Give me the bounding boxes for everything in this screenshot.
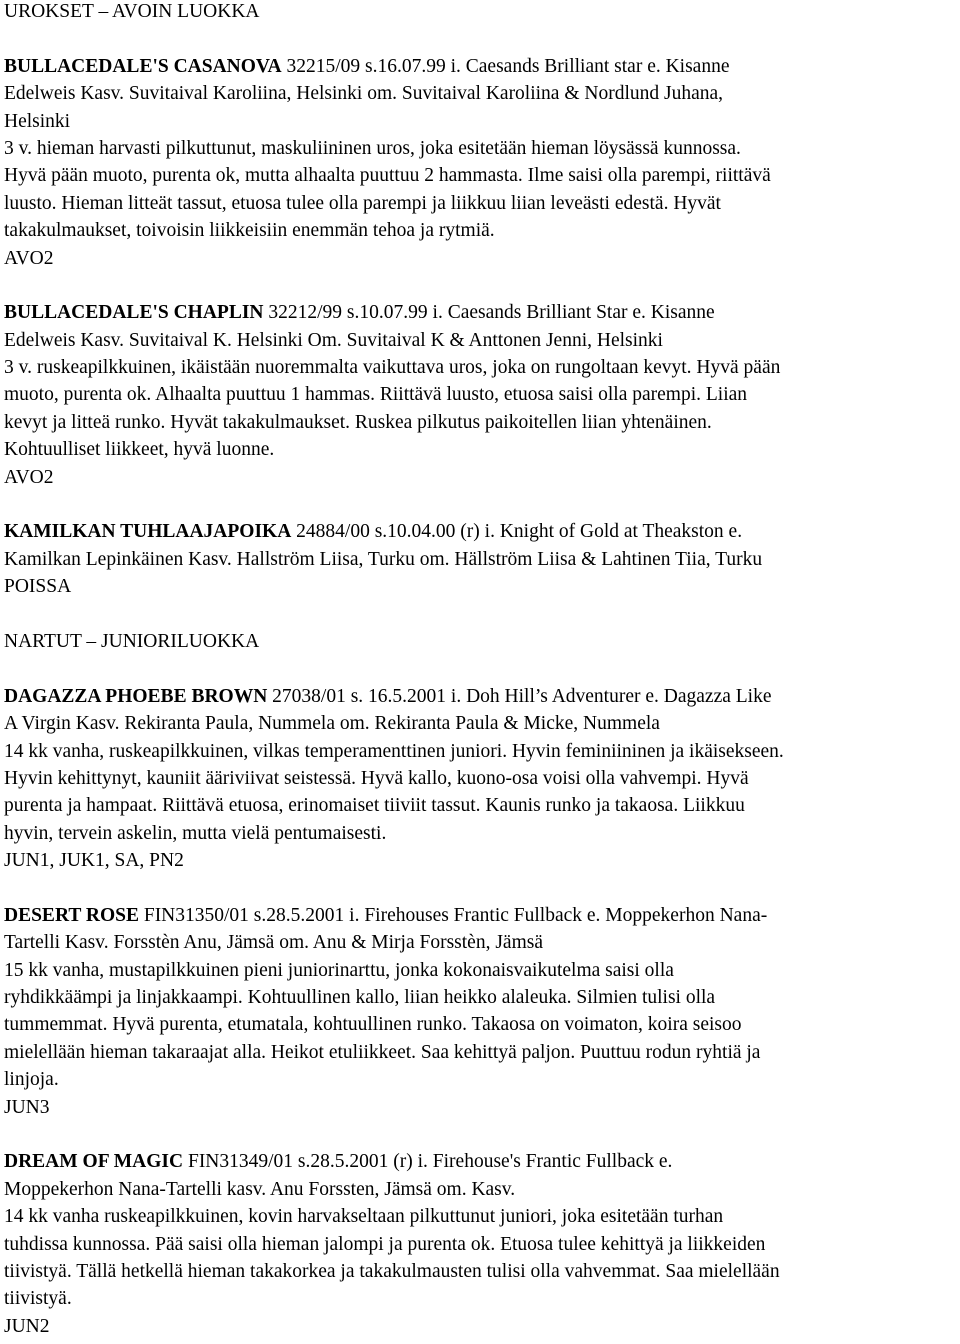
entry-line: Helsinki: [4, 110, 71, 132]
entry-header-line: [4, 683, 960, 710]
entry-line: A Virgin Kasv. Rekiranta Paula, Nummela om. Rekiranta Paula & Micke, Nummela: [4, 713, 660, 735]
entry-line: muoto, purenta ok. Alhaalta puuttuu 1 hammas. Riittävä luusto, etuosa saisi olla parempi. Liian: [4, 384, 748, 406]
entry-result: JUN3: [4, 1096, 50, 1118]
entry-line: Tartelli Kasv. Forsstèn Anu, Jämsä om. Anu & Mirja Forsstèn, Jämsä: [4, 932, 543, 954]
entry-result: AVO2: [4, 247, 54, 269]
entry-line: tiivistyä. Tällä hetkellä hieman takakorkea ja takakulmausten tulisi olla vahvemmat. Saa mielellään: [4, 1260, 780, 1282]
dog-name: DAGAZZA PHOEBE BROWN: [4, 685, 268, 707]
spacer: [4, 875, 960, 902]
dog-details: 32212/99 s.10.07.99 i. Caesands Brilliant Star e. Kisanne: [263, 302, 715, 324]
dog-name: BULLACEDALE'S CHAPLIN: [4, 302, 264, 324]
entry-line: linjoja.: [4, 1069, 59, 1091]
entry-result: POISSA: [4, 576, 72, 598]
entry-header-line: [4, 902, 960, 929]
entry-line: Hyvin kehittynyt, kauniit ääriviivat seistessä. Hyvä kallo, kuono-osa voisi olla vahvempi. Hyvä: [4, 767, 749, 789]
entry-line: takakulmaukset, toivoisin liikkeisiin enemmän tehoa ja rytmiä.: [4, 220, 495, 242]
spacer: [4, 25, 960, 52]
entry-line: Kamilkan Lepinkäinen Kasv. Hallström Liisa, Turku om. Hällström Liisa & Lahtinen Tiia, Turku: [4, 548, 763, 570]
entry-line: 3 v. ruskeapilkkuinen, ikäistään nuoremmalta vaikuttava uros, joka on rungoltaan kevyt. Hyvä pään: [4, 357, 781, 379]
entry-result: JUN2: [4, 1315, 50, 1337]
entry-line: Edelweis Kasv. Suvitaival K. Helsinki Om. Suvitaival K & Anttonen Jenni, Helsinki: [4, 329, 663, 351]
entry-header-line: [4, 299, 960, 326]
spacer: [4, 1121, 960, 1148]
dog-details: FIN31350/01 s.28.5.2001 i. Firehouses Frantic Fullback e. Moppekerhon Nana-: [138, 904, 768, 926]
entry-line: luusto. Hieman litteät tassut, etuosa tulee olla parempi ja liikkuu liian leveästi edestä. Hyvät: [4, 192, 721, 214]
dog-details: 27038/01 s. 16.5.2001 i. Doh Hill’s Adventurer e. Dagazza Like: [267, 685, 772, 707]
section-heading-males-open: UROKSET – AVOIN LUOKKA: [4, 1, 260, 22]
entry-line: tiivistyä.: [4, 1288, 72, 1310]
dog-entry: [4, 902, 960, 1121]
dog-name: DREAM OF MAGIC: [4, 1151, 184, 1173]
entry-line: mielellään hieman takaraajat alla. Heikot etuliikkeet. Saa kehittyä paljon. Puuttuu rodun ryhtiä ja: [4, 1041, 761, 1063]
entry-result: AVO2: [4, 466, 54, 488]
dog-entry: [4, 299, 960, 491]
entry-line: tummemmat. Hyvä purenta, etumatala, kohtuullinen runko. Takaosa on voimaton, koira seisoo: [4, 1014, 742, 1036]
entry-line: Kohtuulliset liikkeet, hyvä luonne.: [4, 439, 275, 461]
entry-result: JUN1, JUK1, SA, PN2: [4, 850, 184, 872]
dog-details: FIN31349/01 s.28.5.2001 (r) i. Firehouse's Frantic Fullback e.: [183, 1151, 673, 1173]
spacer: [4, 272, 960, 299]
entry-line: Edelweis Kasv. Suvitaival Karoliina, Helsinki om. Suvitaival Karoliina & Nordlund Juhana,: [4, 83, 724, 105]
dog-entry: [4, 53, 960, 272]
dog-name: DESERT ROSE: [4, 904, 139, 926]
entry-line: kevyt ja litteä runko. Hyvät takakulmaukset. Ruskea pilkutus paikoitellen liian yhtenäinen.: [4, 411, 712, 433]
entry-line: 3 v. hieman harvasti pilkuttunut, maskuliininen uros, joka esitetään hieman löysässä kunnossa.: [4, 137, 741, 159]
dog-entry: [4, 518, 960, 600]
spacer: [4, 655, 960, 682]
entry-line: ryhdikkäämpi ja linjakkaampi. Kohtuullinen kallo, liian heikko alaleuka. Silmien tulisi olla: [4, 987, 716, 1009]
entry-line: Moppekerhon Nana-Tartelli kasv. Anu Forssten, Jämsä om. Kasv.: [4, 1178, 516, 1200]
entry-line: purenta ja hampaat. Riittävä etuosa, erinomaiset tiiviit tassut. Kaunis runko ja takaosa. Liikkuu: [4, 795, 745, 817]
section-heading-females-junior: NARTUT – JUNIORILUOKKA: [4, 630, 260, 652]
entry-line: tuhdissa kunnossa. Pää saisi olla hieman jalompi ja purenta ok. Etuosa tulee kehittyä ja liikkeiden: [4, 1233, 766, 1255]
entry-header-line: [4, 53, 960, 80]
entry-line: Hyvä pään muoto, purenta ok, mutta alhaalta puuttuu 2 hammasta. Ilme saisi olla parempi, riittävä: [4, 165, 771, 187]
entry-line: 14 kk vanha, ruskeapilkkuinen, vilkas temperamenttinen juniori. Hyvin feminiininen ja ikäisekseen.: [4, 740, 784, 762]
spacer: [4, 601, 960, 628]
entry-line: 14 kk vanha ruskeapilkkuinen, kovin harvakseltaan pilkuttunut juniori, joka esitetään turhan: [4, 1206, 724, 1228]
dog-details: 32215/09 s.16.07.99 i. Caesands Brilliant star e. Kisanne: [281, 55, 730, 77]
entry-line: 15 kk vanha, mustapilkkuinen pieni juniorinarttu, jonka kokonaisvaikutelma saisi olla: [4, 959, 674, 981]
entry-line: hyvin, tervein askelin, mutta vielä pentumaisesti.: [4, 822, 387, 844]
dog-name: BULLACEDALE'S CASANOVA: [4, 55, 282, 77]
entry-header-line: [4, 518, 960, 545]
dog-entry: [4, 683, 960, 875]
dog-details: 24884/00 s.10.04.00 (r) i. Knight of Gold at Theakston e.: [291, 521, 743, 543]
entry-header-line: [4, 1148, 960, 1175]
dog-name: KAMILKAN TUHLAAJAPOIKA: [4, 521, 292, 543]
spacer: [4, 491, 960, 518]
document-page: [4, 0, 960, 1340]
dog-entry: [4, 1148, 960, 1340]
